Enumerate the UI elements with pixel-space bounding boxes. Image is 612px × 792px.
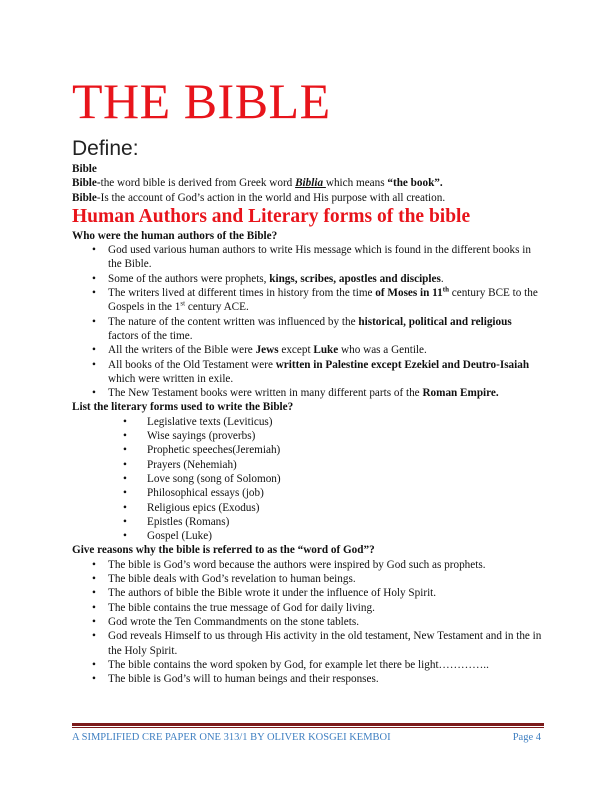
question-literary-forms: List the literary forms used to write the Bible? xyxy=(72,401,294,414)
definition-2 xyxy=(72,191,544,205)
meaning: “the book”. xyxy=(387,177,443,190)
list-item: • Gospel (Luke) xyxy=(72,529,544,543)
list-item xyxy=(72,243,544,272)
greek-word: Biblia xyxy=(295,177,326,190)
list-item: • The bible contains the word spoken by God, for example let there be light………….. xyxy=(72,658,544,672)
define-label: Define: xyxy=(72,137,139,160)
text-segment: factors of the time. xyxy=(108,329,193,342)
text-segment: century ACE. xyxy=(185,301,249,314)
literary-forms-list xyxy=(72,415,544,544)
text-segment: Some of the authors were prophets, xyxy=(108,272,270,285)
section-heading: Human Authors and Literary forms of the bible xyxy=(72,205,471,227)
text-segment: Jews xyxy=(255,344,279,357)
footer xyxy=(72,732,541,743)
footer-rule-thin xyxy=(72,727,544,728)
list-item: • Love song (song of Solomon) xyxy=(72,472,544,486)
list-item: • Epistles (Romans) xyxy=(72,515,544,529)
footer-rule xyxy=(72,723,544,726)
term: Bible xyxy=(72,163,97,175)
list-item: • Legislative texts (Leviticus) xyxy=(72,415,544,429)
authors-list xyxy=(72,243,544,400)
list-item xyxy=(72,315,544,344)
page-number: Page 4 xyxy=(512,732,541,743)
text-segment: All the writers of the Bible were xyxy=(108,344,256,357)
list-item: • Prophetic speeches(Jeremiah) xyxy=(72,443,544,457)
list-item: • The authors of bible the Bible wrote it under the influence of Holy Spirit. xyxy=(72,586,544,600)
def-text: the word bible is derived from Greek word xyxy=(100,177,296,190)
list-item: • Philosophical essays (job) xyxy=(72,486,544,500)
text-segment: God used various human authors to write His message which is found in the different books in the Bible. xyxy=(108,244,531,271)
list-item: • God wrote the Ten Commandments on the stone tablets. xyxy=(72,615,544,629)
term-heading xyxy=(72,162,544,176)
question-authors: Who were the human authors of the Bible? xyxy=(72,229,278,242)
list-item: • The bible is God’s word because the authors were inspired by God such as prophets. xyxy=(72,558,544,572)
list-item xyxy=(72,386,544,400)
text-segment: kings, scribes, apostles and disciples xyxy=(269,272,441,285)
list-item: • The bible deals with God’s revelation to human beings. xyxy=(72,572,544,586)
text-segment: The writers lived at different times in history from the time xyxy=(108,287,376,300)
list-item xyxy=(72,272,544,286)
text-segment: century BCE to the Gospels in the 1 xyxy=(108,287,538,314)
def-text: -Is the account of God’s action in the world and His purpose with all creation. xyxy=(96,191,446,204)
question-word-of-god: Give reasons why the bible is referred to as the “word of God”? xyxy=(72,544,375,557)
text-segment: historical, political and religious xyxy=(358,315,512,328)
page-title: THE BIBLE xyxy=(72,73,331,129)
footer-title: A SIMPLIFIED CRE PAPER ONE 313/1 BY OLIVER KOSGEI KEMBOI xyxy=(72,732,391,743)
text-segment: written in Palestine except Ezekiel and Deutro-Isaiah xyxy=(275,358,530,371)
list-item xyxy=(72,286,544,315)
definition-1 xyxy=(72,176,544,190)
list-item: • Prayers (Nehemiah) xyxy=(72,458,544,472)
list-item: • The bible contains the true message of God for daily living. xyxy=(72,601,544,615)
def-text: which means xyxy=(325,177,388,190)
list-item xyxy=(72,358,544,387)
def-lead: Bible- xyxy=(72,177,101,190)
text-segment: of Moses in 11 xyxy=(375,287,443,300)
list-item: • Wise sayings (proverbs) xyxy=(72,429,544,443)
def-lead: Bible xyxy=(72,191,97,204)
text-segment: Roman Empire. xyxy=(422,387,499,400)
list-item: • God reveals Himself to us through His activity in the old testament, New Testament and in the in the Holy Spirit. xyxy=(72,629,544,658)
reasons-list xyxy=(72,558,544,687)
text-segment: . xyxy=(440,272,444,285)
document-body xyxy=(72,162,544,686)
text-segment: who was a Gentile. xyxy=(338,344,427,357)
text-segment: th xyxy=(442,285,449,294)
text-segment: which were written in exile. xyxy=(108,372,234,385)
text-segment: The New Testament books were written in many different parts of the xyxy=(108,387,423,400)
text-segment: Luke xyxy=(313,344,339,357)
text-segment: except xyxy=(278,344,314,357)
text-segment: The nature of the content written was influenced by the xyxy=(108,315,359,328)
text-segment: All books of the Old Testament were xyxy=(108,358,276,371)
text-segment: st xyxy=(180,299,186,308)
list-item xyxy=(72,343,544,357)
list-item: • Religious epics (Exodus) xyxy=(72,501,544,515)
list-item: • The bible is God’s will to human beings and their responses. xyxy=(72,672,544,686)
